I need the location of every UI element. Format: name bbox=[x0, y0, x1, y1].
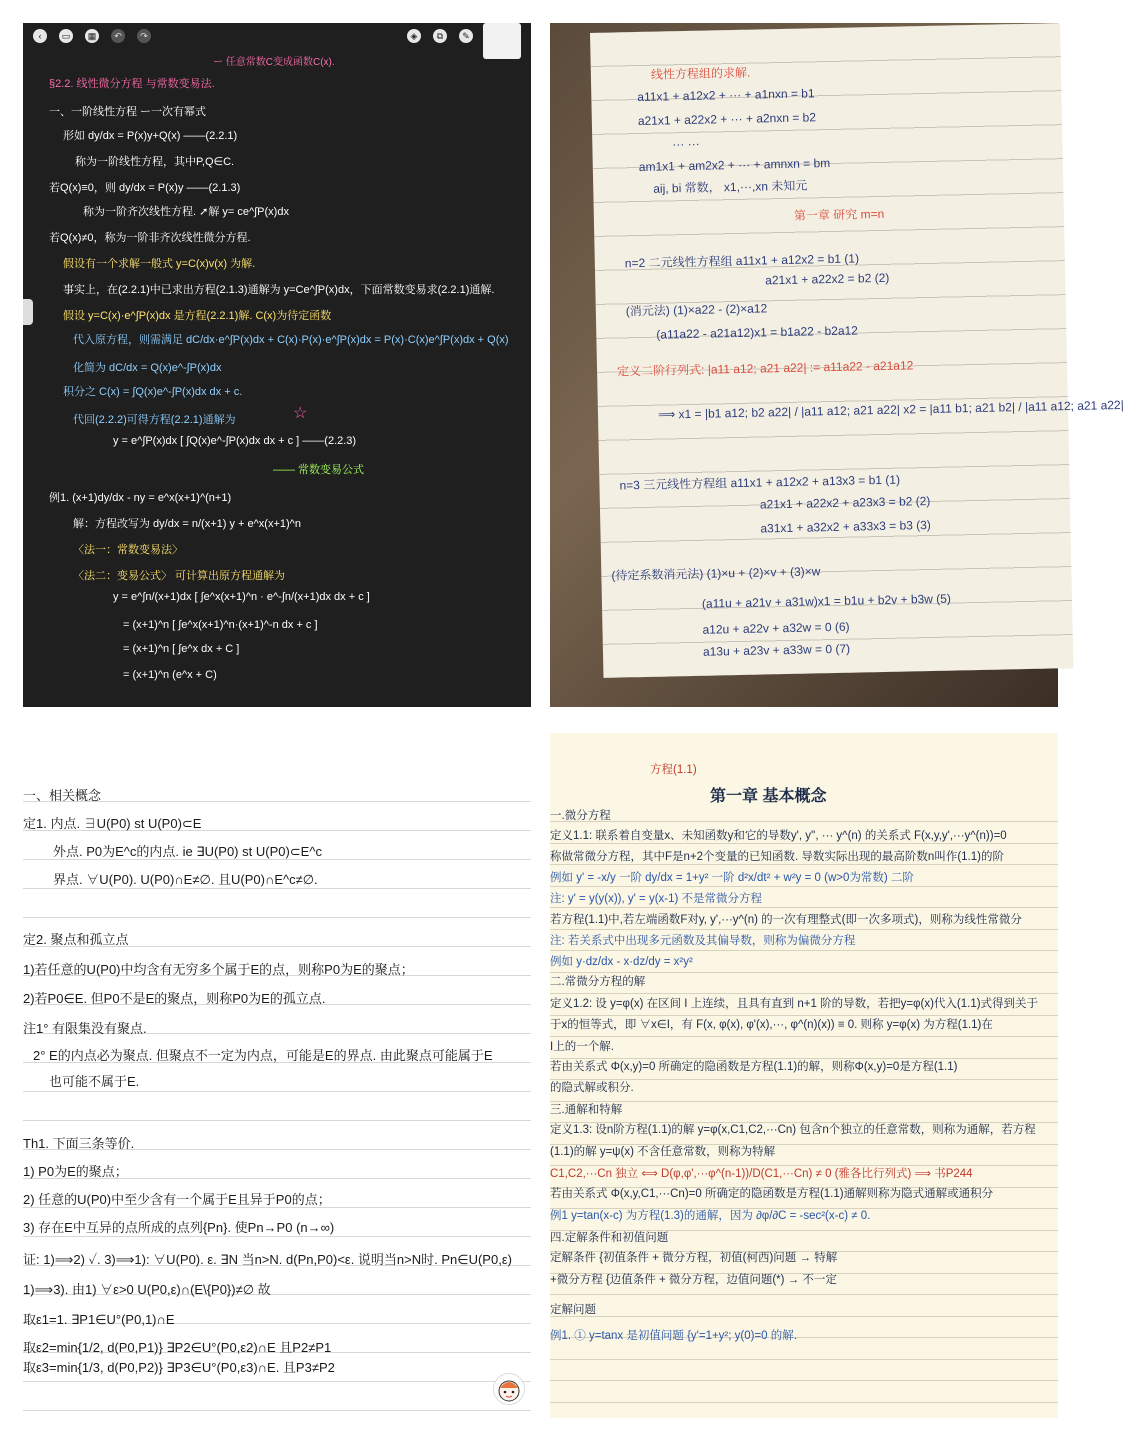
note-line: 2° E的内点必为聚点. 但聚点不一定为内点，可能是E的界点. 由此聚点可能属于E bbox=[33, 1048, 493, 1063]
note-line: 的隐式解或积分. bbox=[550, 1082, 634, 1094]
note-line: 一.微分方程 bbox=[550, 810, 611, 822]
note-line: 方程(1.1) bbox=[650, 764, 697, 776]
notebook-line: a31x1 + a32x2 + a33x3 = b3 (3) bbox=[760, 517, 931, 536]
note-line: 界点. ∀U(P0). U(P0)∩E≠∅. 且U(P0)∩E^c≠∅. bbox=[53, 872, 318, 887]
ruled-line bbox=[23, 888, 531, 889]
tablet-note-line: y = e^∫P(x)dx [ ∫Q(x)e^-∫P(x)dx dx + c ] ——(2.2.3) bbox=[113, 435, 357, 447]
back-icon[interactable]: ‹ bbox=[33, 29, 47, 43]
note-line: 四.定解条件和初值问题 bbox=[550, 1232, 669, 1244]
notebook-line: a21x1 + a22x2 + ··· + a2nxn = b2 bbox=[637, 110, 817, 129]
title-note: ー 任意常数C变成函数C(x). bbox=[213, 57, 335, 68]
notebook-line: (消元法) (1)×a22 - (2)×a12 bbox=[625, 301, 768, 319]
pen-icon[interactable]: ✎ bbox=[459, 29, 473, 43]
ruled-line bbox=[23, 1236, 531, 1237]
ruled-line bbox=[550, 864, 1058, 865]
tool-tray[interactable] bbox=[483, 23, 521, 59]
note-line: 2) 任意的U(P0)中至少含有一个属于E且异于P0的点； bbox=[23, 1192, 331, 1207]
note-line: 定2. 聚点和孤立点 bbox=[23, 932, 129, 947]
note-line: 1)⟹3). 由1) ∀ε>0 U(P0,ε)∩(E\{P0})≠∅ 故 bbox=[23, 1282, 271, 1297]
note-line: 若方程(1.1)中,若左端函数F对y, y',···y^(n) 的一次有理整式(即一次多项式)，则称为线性常微分 bbox=[550, 914, 1022, 926]
tablet-note-line: 若Q(x)≠0，称为一阶非齐次线性微分方程. bbox=[49, 232, 251, 244]
ruled-line bbox=[23, 1410, 531, 1411]
tablet-note-line: 〈法一：常数变易法〉 bbox=[73, 544, 183, 556]
tablet-note-line: 形如 dy/dx = P(x)y+Q(x) ——(2.2.1) bbox=[63, 130, 238, 142]
ruled-line bbox=[23, 1120, 531, 1121]
ruled-line bbox=[550, 1036, 1058, 1037]
export-icon[interactable]: ⧉ bbox=[433, 29, 447, 43]
notebook-line: ··· ··· bbox=[672, 136, 700, 152]
tablet-note-line: 称为一阶线性方程，其中P,Q∈C. bbox=[75, 156, 235, 168]
side-drawer-handle[interactable] bbox=[23, 299, 33, 325]
note-line: +微分方程 {边值条件 + 微分方程，边值问题(*) → 不一定 bbox=[550, 1274, 837, 1286]
tablet-note-line: 称为一阶齐次线性方程. ➚解 y= ce^∫P(x)dx bbox=[83, 206, 289, 218]
note-line: 例1 y=tan(x-c) 为方程(1.3)的通解，因为 ∂φ/∂C = -sec²(x-c) ≠ 0. bbox=[550, 1210, 871, 1222]
notebook-line: n=2 二元线性方程组 a11x1 + a12x2 = b1 (1) bbox=[624, 251, 860, 271]
ruled-line bbox=[550, 821, 1058, 822]
notebook-photo-panel bbox=[550, 23, 1124, 707]
notebook-line: a21x1 + a22x2 + a23x3 = b2 (2) bbox=[759, 493, 931, 512]
tablet-note-line: y = e^∫n/(x+1)dx [ ∫e^x(x+1)^n · e^-∫n/(x+1)dx dx + c ] bbox=[113, 591, 370, 603]
notebook-line: a13u + a23v + a33w = 0 (7) bbox=[702, 641, 851, 659]
notebook-line: a21x1 + a22x2 = b2 (2) bbox=[765, 270, 890, 288]
ruled-line bbox=[550, 1380, 1058, 1381]
notebook-line: 定义二阶行列式: |a11 a12; a21 a22| := a11a22 - a21a12 bbox=[616, 358, 914, 379]
notebook-line: (a11a22 - a21a12)x1 = b1a22 - b2a12 bbox=[656, 323, 859, 342]
note-line: Th1. 下面三条等价. bbox=[23, 1136, 135, 1151]
ruled-line bbox=[550, 1316, 1058, 1317]
redo-icon[interactable]: ↷ bbox=[137, 29, 151, 43]
tablet-note-line: —— 常数变易公式 bbox=[273, 464, 365, 476]
note-line: 定解问题 bbox=[550, 1304, 596, 1316]
ruled-line bbox=[550, 993, 1058, 994]
ruled-line bbox=[550, 929, 1058, 930]
tablet-note-line: 〈法二：变易公式〉 可计算出原方程通解为 bbox=[73, 570, 286, 582]
tablet-note-line: = (x+1)^n (e^x + C) bbox=[123, 669, 217, 681]
note-line: 2)若P0∈E. 但P0不是E的聚点，则称P0为E的孤立点. bbox=[23, 991, 326, 1006]
tablet-note-line: 积分之 C(x) = ∫Q(x)e^-∫P(x)dx dx + c. bbox=[63, 386, 243, 398]
ruled-line bbox=[23, 917, 531, 918]
note-line: 例如 y' = -x/y 一阶 dy/dx = 1+y² 一阶 d²x/dt² + w²y = 0 (w>0为常数) 二阶 bbox=[550, 872, 914, 884]
ruled-line bbox=[550, 1402, 1058, 1403]
ruled-line bbox=[550, 1101, 1058, 1102]
ruled-line bbox=[23, 1381, 531, 1382]
note-line: 证: 1)⟹2) ✓. 3)⟹1): ∀U(P0). ε. ∃N 当n>N. d(Pn,P0)<ε. 说明当n>N时. Pn∈U(P0,ε) bbox=[23, 1252, 512, 1267]
note-line: 第一章 基本概念 bbox=[710, 788, 827, 805]
note-line: 例如 y·dz/dx - x·dz/dy = x²y² bbox=[550, 956, 693, 968]
tablet-note-line: 若Q(x)≡0，则 dy/dx = P(x)y ——(2.1.3) bbox=[49, 182, 241, 194]
notebook-line: (待定系数消元法) (1)×u + (2)×v + (3)×w bbox=[611, 564, 821, 583]
notebook-line: am1x1 + am2x2 + ··· + amnxn = bm bbox=[638, 155, 831, 175]
notebook-line: n=3 三元线性方程组 a11x1 + a12x2 + a13x3 = b1 (1) bbox=[619, 472, 901, 493]
ruled-line bbox=[550, 886, 1058, 887]
note-line: 一、相关概念 bbox=[23, 788, 102, 803]
notebook-page bbox=[590, 23, 1124, 678]
note-line: 定义1.1: 联系着自变量x、未知函数y和它的导数y', y'', ··· y^(n) 的关系式 F(x,y,y',···y^(n))=0 bbox=[550, 830, 1007, 842]
notebook-line: ⟹ x1 = |b1 a12; b2 a22| / |a11 a12; a21 a22| x2 = |a11 b1; a21 b2| / |a11 a12; a21 a22| bbox=[657, 397, 1124, 422]
tablet-note-line: 例1. (x+1)dy/dx - ny = e^x(x+1)^(n+1) bbox=[49, 492, 232, 504]
note-line: 称做常微分方程，其中F是n+2个变量的已知函数. 导数实际出现的最高阶数n叫作(1.1)的阶 bbox=[550, 851, 1004, 863]
tablet-note-line: 一、一阶线性方程 ー一次有幂式 bbox=[49, 106, 207, 118]
grid-icon[interactable]: ▦ bbox=[85, 29, 99, 43]
tablet-note-line: §2.2. 线性微分方程 与常数变易法. bbox=[49, 78, 215, 90]
note-line: 于x的恒等式，即 ∀x∈I，有 F(x, φ(x), φ'(x),···, φ^(n)(x)) ≡ 0. 则称 y=φ(x) 为方程(1.1)在 bbox=[550, 1019, 993, 1031]
note-line: C1,C2,···Cn 独立 ⟺ D(φ,φ',···φ^(n-1))/D(C1,···Cn) ≠ 0 (雅各比行列式) ⟹ 书P244 bbox=[550, 1168, 973, 1180]
layout-icon[interactable]: ▭ bbox=[59, 29, 73, 43]
note-line: 也可能不属于E. bbox=[49, 1074, 140, 1089]
note-line: 三.通解和特解 bbox=[550, 1104, 623, 1116]
note-line: 定1. 内点. ∃U(P0) st U(P0)⊂E bbox=[23, 816, 202, 831]
note-line: 注1° 有限集没有聚点. bbox=[23, 1021, 147, 1036]
ruled-line bbox=[23, 1091, 531, 1092]
note-line: 定解条件 {初值条件 + 微分方程，初值(柯西)问题 → 特解 bbox=[550, 1252, 838, 1264]
note-line: (1.1)的解 y=ψ(x) 不含任意常数，则称为特解 bbox=[550, 1146, 776, 1158]
yellow-ruled-notes-panel bbox=[550, 733, 1058, 1418]
note-line: I上的一个解. bbox=[550, 1041, 614, 1053]
ruled-line bbox=[550, 1294, 1058, 1295]
star-icon: ☆ bbox=[293, 405, 308, 422]
note-line: 二.常微分方程的解 bbox=[550, 976, 646, 988]
note-line: 注: 若关系式中出现多元函数及其偏导数，则称为偏微分方程 bbox=[550, 935, 856, 947]
note-line: 例1. ① y=tanx 是初值问题 {y'=1+y²; y(0)=0 的解. bbox=[550, 1330, 797, 1342]
note-line: 1)若任意的U(P0)中均含有无穷多个属于E的点，则称P0为E的聚点； bbox=[23, 962, 414, 977]
notebook-line: 第一章 研究 m=n bbox=[793, 206, 885, 223]
notebook-line: (a11u + a21v + a31w)x1 = b1u + b2v + b3w (5) bbox=[701, 591, 952, 611]
layers-icon[interactable]: ◈ bbox=[407, 29, 421, 43]
note-line: 1) P0为E的聚点； bbox=[23, 1164, 128, 1179]
white-ruled-notes-panel bbox=[23, 733, 531, 1418]
ruled-line bbox=[550, 907, 1058, 908]
dark-tablet-notes-panel bbox=[23, 23, 531, 707]
undo-icon[interactable]: ↶ bbox=[111, 29, 125, 43]
ruled-line bbox=[550, 843, 1058, 844]
tablet-note-line: 代回(2.2.2)可得方程(2.2.1)通解为 bbox=[73, 414, 236, 426]
note-line: 定义1.2: 设 y=φ(x) 在区间 I 上连续，且具有直到 n+1 阶的导数，若把y=φ(x)代入(1.1)式得到关于 bbox=[550, 998, 1039, 1010]
note-line: 注: y' = y(y(x)), y' = y(x-1) 不是常微分方程 bbox=[550, 893, 763, 905]
note-line: 3) 存在E中互异的点所成的点列{Pn}. 使Pn→P0 (n→∞) bbox=[23, 1220, 335, 1235]
notebook-line: aij, bi 常数， x1,···,xn 未知元 bbox=[653, 178, 808, 196]
notebook-line: a11x1 + a12x2 + ··· + a1nxn = b1 bbox=[637, 86, 815, 105]
ruled-line bbox=[550, 1359, 1058, 1360]
notebook-line: a12u + a22v + a32w = 0 (6) bbox=[702, 619, 850, 637]
note-line: 定义1.3: 设n阶方程(1.1)的解 y=φ(x,C1,C2,···Cn) 包含n个独立的任意常数，则称为通解，若方程 bbox=[550, 1124, 1036, 1136]
tablet-note-line: 假设 y=C(x)·e^∫P(x)dx 是方程(2.2.1)解. C(x)为待定函数 bbox=[63, 310, 332, 322]
tablet-note-line: = (x+1)^n [ ∫e^x(x+1)^n·(x+1)^-n dx + c ] bbox=[123, 619, 318, 631]
avatar bbox=[493, 1373, 525, 1405]
ruled-line bbox=[550, 950, 1058, 951]
note-line: 若由关系式 Φ(x,y,C1,···Cn)=0 所确定的隐函数是方程(1.1)通解则称为隐式通解或通积分 bbox=[550, 1188, 994, 1200]
note-line: 取ε2=min{1/2, d(P0,P1)} ∃P2∈U°(P0,ε2)∩E 且P2≠P1 bbox=[23, 1340, 332, 1355]
tablet-note-line: = (x+1)^n [ ∫e^x dx + C ] bbox=[123, 643, 240, 655]
tablet-note-line: 解：方程改写为 dy/dx = n/(x+1) y + e^x(x+1)^n bbox=[73, 518, 301, 530]
tablet-note-line: 假设有一个求解一般式 y=C(x)v(x) 为解. bbox=[63, 258, 256, 270]
note-line: 取ε1=1. ∃P1∈U°(P0,1)∩E bbox=[23, 1312, 175, 1327]
note-line: 取ε3=min{1/3, d(P0,P2)} ∃P3∈U°(P0,ε3)∩E. 且P3≠P2 bbox=[23, 1360, 335, 1375]
tablet-note-line: 代入原方程，则需满足 dC/dx·e^∫P(x)dx + C(x)·P(x)·e^∫P(x)dx = P(x)·C(x)e^∫P(x)dx + Q(x) bbox=[73, 334, 509, 346]
tablet-note-line: 事实上，在(2.2.1)中已求出方程(2.1.3)通解为 y=Ce^∫P(x)dx，下面常数变易求(2.2.1)通解. bbox=[63, 284, 495, 296]
tablet-toolbar bbox=[23, 23, 531, 51]
note-line: 若由关系式 Φ(x,y)=0 所确定的隐函数是方程(1.1)的解，则称Φ(x,y)=0是方程(1.1) bbox=[550, 1061, 958, 1073]
tablet-note-line: 化简为 dC/dx = Q(x)e^-∫P(x)dx bbox=[73, 362, 222, 374]
note-line: 外点. P0为E^c的内点. ie ∃U(P0) st U(P0)⊂E^c bbox=[53, 844, 322, 859]
notebook-line: 线性方程组的求解. bbox=[650, 65, 751, 82]
